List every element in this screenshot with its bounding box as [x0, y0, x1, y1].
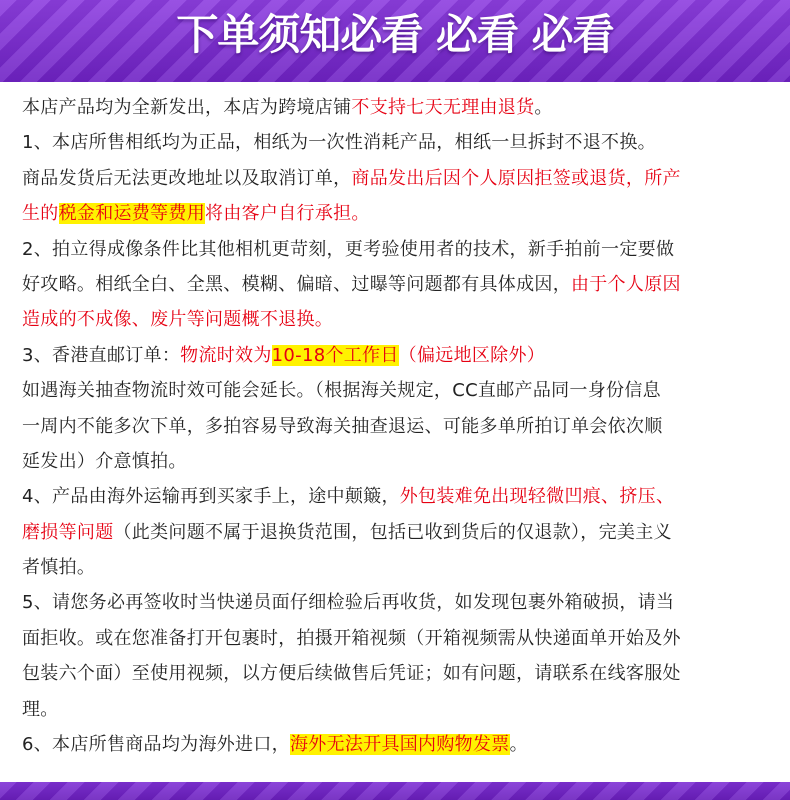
text: 好攻略。相纸全白、全黑、模糊、偏暗、过曝等问题都有具体成因，: [22, 273, 571, 295]
text: 如遇海关抽查物流时效可能会延长。（根据海关规定，CC直邮产品同一身份信息: [22, 380, 661, 402]
notice-line-4: [22, 196, 772, 231]
notice-line-5: [22, 232, 772, 267]
notice-line-12: [22, 479, 772, 514]
text: 包装六个面）至使用视频，以方便后续做售后凭证；如有问题，请联系在线客服处: [22, 663, 681, 685]
red-text: 生的: [22, 203, 59, 225]
notice-line-6: [22, 267, 772, 302]
text: 一周内不能多次下单，多拍容易导致海关抽查退运、可能多单所拍订单会依次顺: [22, 415, 663, 437]
highlighted-red-text: 10-18个工作日: [271, 344, 399, 366]
text: 延发出）介意慎拍。: [22, 450, 187, 472]
text: 6、本店所售商品均为海外进口，: [22, 734, 290, 756]
red-text: 外包装难免出现轻微凹痕、挤压、: [399, 486, 675, 508]
highlighted-red-text: 税金和运费等费用: [58, 203, 206, 225]
red-text: 物流时效为: [180, 344, 272, 366]
notice-line-11: [22, 444, 772, 479]
text: 。: [509, 734, 528, 756]
text: 者慎拍。: [22, 557, 96, 579]
notice-line-16: [22, 621, 772, 656]
notice-line-2: [22, 125, 772, 160]
notice-line-19: [22, 727, 772, 762]
notice-line-10: [22, 409, 772, 444]
red-text: 不支持七天无理由退货: [351, 97, 535, 118]
notice-line-3: [22, 161, 772, 196]
text: 商品发货后无法更改地址以及取消订单，: [22, 167, 352, 189]
text: 3、香港直邮订单：: [22, 344, 181, 366]
notice-line-14: [22, 550, 772, 585]
text: 1、本店所售相纸均为正品，相纸为一次性消耗产品，相纸一旦拆封不退不换。: [22, 132, 656, 154]
red-text: 磨损等问题: [22, 521, 114, 543]
text: 本店产品均为全新发出，本店为跨境店铺: [22, 97, 352, 118]
bottom-bar: [0, 782, 790, 800]
red-text: 将由客户自行承担。: [205, 203, 370, 225]
red-text: （偏远地区除外）: [398, 344, 546, 366]
red-text: 造成的不成像、废片等问题概不退换。: [22, 309, 334, 331]
notice-line-8: [22, 338, 772, 373]
banner-title: 下单须知必看 必看 必看: [176, 10, 614, 59]
banner: [0, 0, 790, 82]
text: 。: [534, 97, 553, 118]
text: （此类问题不属于退换货范围，包括已收到货后的仅退款），完美主义: [113, 521, 672, 543]
text: 2、拍立得成像条件比其他相机更苛刻，更考验使用者的技术，新手拍前一定要做: [22, 238, 675, 260]
notice-line-13: [22, 515, 772, 550]
red-text: 由于个人原因: [571, 273, 681, 295]
red-text: 商品发出后因个人原因拒签或退货，所产: [351, 167, 681, 189]
notice-line-1: [22, 90, 772, 125]
text: 理。: [22, 698, 59, 720]
notice-content: [22, 90, 772, 762]
notice-line-15: [22, 585, 772, 620]
notice-line-17: [22, 656, 772, 691]
text: 5、请您务必再签收时当快递员面仔细检验后再收货，如发现包裹外箱破损，请当: [22, 592, 675, 614]
text: 面拒收。或在您准备打开包裹时，拍摄开箱视频（开箱视频需从快递面单开始及外: [22, 627, 681, 649]
notice-line-18: [22, 692, 772, 727]
notice-line-9: [22, 373, 772, 408]
notice-line-7: [22, 302, 772, 337]
text: 4、产品由海外运输再到买家手上，途中颠簸，: [22, 486, 400, 508]
highlighted-red-text: 海外无法开具国内购物发票: [289, 734, 510, 756]
